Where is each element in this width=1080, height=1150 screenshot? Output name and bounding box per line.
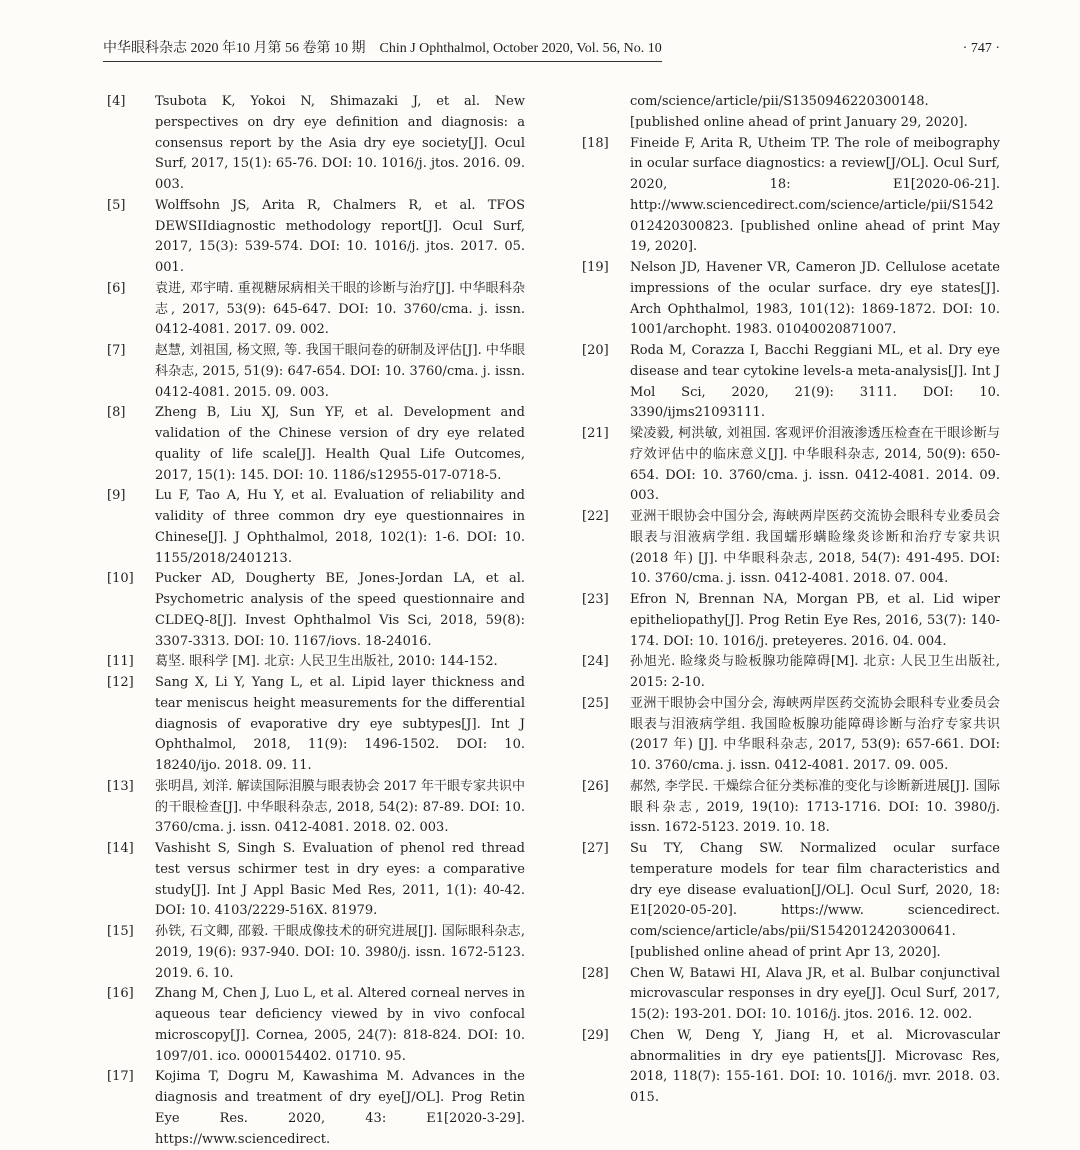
reference-item (582, 590, 1000, 652)
reference-number: [12] (107, 675, 134, 690)
journal-title-en: Chin J Ophthalmol, October 2020, Vol. 56, No. 10 (379, 41, 662, 56)
reference-text: Lu F, Tao A, Hu Y, et al. Evaluation of reliability and validity of three common dry eye questionnaires in Chinese[J]. J Ophthalmol, 2018, 102(1): 1-6. DOI: 10. 1155/2018/2401213. (155, 488, 525, 566)
reference-item (582, 92, 1000, 134)
reference-text: Nelson JD, Havener VR, Cameron JD. Cellulose acetate impressions of the ocular surface. dry eye states[J]. Arch Ophthalmol, 1983, 101(12): 1869-1872. DOI: 10. 1001/archopht. 1983. 01040020871007. (630, 260, 1000, 338)
reference-text: 梁凌毅, 柯洪敏, 刘祖国. 客观评价泪液渗透压检查在干眼诊断与疗效评估中的临床意义[J]. 中华眼科杂志, 2014, 50(9): 650-654. DOI: 10. 3760/cma. j. issn. 0412-4081. 2014. 09. 003. (630, 426, 1000, 504)
reference-number: [29] (582, 1027, 609, 1043)
reference-text: Pucker AD, Dougherty BE, Jones-Jordan LA, et al. Psychometric analysis of the speed questionnaire and CLDEQ-8[J]. Invest Ophthalmol Vis Sci, 2018, 59(8): 3307-3313. DOI: 10. 1167/iovs. 18-24016. (155, 571, 525, 649)
reference-number: [17] (107, 1069, 134, 1085)
reference-number: [7] (107, 343, 126, 358)
reference-item (582, 964, 1000, 1026)
reference-number: [22] (582, 509, 609, 524)
reference-text: 孙铁, 石文卿, 邵毅. 干眼成像技术的研究进展[J]. 国际眼科杂志, 2019, 19(6): 937-940. DOI: 10. 3980/j. issn. 1672-5123. 2019. 6. 10. (155, 924, 525, 981)
journal-title-cn: 中华眼科杂志 2020 年10 月第 56 卷第 10 期 (103, 41, 366, 56)
reference-number: [24] (582, 654, 609, 670)
reference-text: 孙旭光. 睑缘炎与睑板腺功能障碍[M]. 北京: 人民卫生出版社, 2015: 2-10. (630, 654, 1000, 690)
reference-number: [14] (107, 841, 134, 856)
reference-text: 张明昌, 刘洋. 解读国际泪膜与眼表协会 2017 年干眼专家共识中的干眼检查[J]. 中华眼科杂志, 2018, 54(2): 87-89. DOI: 10. 3760/cma. j. issn. 0412-4081. 2018. 02. 003. (155, 778, 525, 836)
reference-text: Zhang M, Chen J, Luo L, et al. Altered corneal nerves in aqueous tear deficiency viewed by in vivo confocal microscopy[J]. Cornea, 2005, 24(7): 818-824. DOI: 10. 1097/01. ico. 0000154402. 01710. 95. (155, 986, 525, 1064)
reference-item (107, 92, 525, 196)
reference-text: Sang X, Li Y, Yang L, et al. Lipid layer thickness and tear meniscus height measurements for the differential diagnosis of evaporative dry eye subtypes[J]. Int J Ophthalmol, 2018, 11(9): 1496-1502. DOI: 10. 18240/ijo. 2018. 09. 11. (155, 675, 525, 773)
reference-text: 郝然, 李学民. 干燥综合征分类标准的变化与诊断新进展[J]. 国际眼科杂志, 2019, 19(10): 1713-1716. DOI: 10. 3980/j. issn. 1672-5123. 2019. 10. 18. (630, 778, 1000, 836)
reference-text: Roda M, Corazza I, Bacchi Reggiani ML, et al. Dry eye disease and tear cytokine levels-a meta-analysis[J]. Int J Mol Sci, 2020, 21(9): 3111. DOI: 10. 3390/ijms21093111. (630, 343, 1000, 421)
reference-number: [9] (107, 488, 126, 504)
reference-item (582, 1026, 1000, 1109)
reference-item (582, 839, 1000, 964)
reference-text: Efron N, Brennan NA, Morgan PB, et al. Lid wiper epitheliopathy[J]. Prog Retin Eye Res, 2016, 53(7): 140-174. DOI: 10. 1016/j. preteyeres. 2016. 04. 004. (630, 592, 1000, 649)
reference-text: Kojima T, Dogru M, Kawashima M. Advances in the diagnosis and treatment of dry eye[J/OL]. Prog Retin Eye Res. 2020, 43: E1[2020-3-29]. https://www.sciencedirect. (155, 1069, 525, 1147)
reference-item (107, 777, 525, 839)
reference-text: Fineide F, Arita R, Utheim TP. The role of meibography in ocular surface diagnostics: a review[J/OL]. Ocul Surf, 2020, 18: E1[2020-06-21]. http://www.sciencedirect.com/science/article/pii/S1542012420300823. [published online ahead of print May 19, 2020]. (630, 135, 1000, 255)
reference-number: [8] (107, 405, 126, 421)
reference-text: 亚洲干眼协会中国分会, 海峡两岸医药交流协会眼科专业委员会眼表与泪液病学组. 我国蠕形螨睑缘炎诊断和治疗专家共识(2018 年) [J]. 中华眼科杂志, 2018, 54(7): 491-495. DOI: 10. 3760/cma. j. issn. 0412-4081. 2018. 07. 004. (630, 509, 1000, 587)
reference-text: Vashisht S, Singh S. Evaluation of phenol red thread test versus schirmer test in dry eyes: a comparative study[J]. Int J Appl Basic Med Res, 2011, 1(1): 40-42. DOI: 10. 4103/2229-516X. 81979. (155, 841, 525, 919)
reference-item (107, 1067, 525, 1150)
reference-text: 亚洲干眼协会中国分会, 海峡两岸医药交流协会眼科专业委员会眼表与泪液病学组. 我国睑板腺功能障碍诊断与治疗专家共识(2017 年) [J]. 中华眼科杂志, 2017, 53(9): 657-661. DOI: 10. 3760/cma. j. issn. 0412-4081. 2017. 09. 005. (630, 695, 1000, 773)
reference-item (107, 569, 525, 652)
reference-item (107, 922, 525, 984)
reference-text: Tsubota K, Yokoi N, Shimazaki J, et al. New perspectives on dry eye definition and diagnosis: a consensus report by the Asia dry eye society[J]. Ocul Surf, 2017, 15(1): 65-76. DOI: 10. 1016/j. jtos. 2016. 09. 003. (155, 94, 525, 192)
reference-text: 赵慧, 刘祖国, 杨文照, 等. 我国干眼问卷的研制及评估[J]. 中华眼科杂志, 2015, 51(9): 647-654. DOI: 10. 3760/cma. j. issn. 0412-4081. 2015. 09. 003. (155, 343, 525, 400)
reference-item (582, 134, 1000, 259)
reference-number: [4] (107, 94, 126, 109)
reference-item (582, 341, 1000, 424)
running-header (103, 38, 1000, 60)
reference-number: [19] (582, 260, 609, 275)
reference-item (582, 694, 1000, 777)
reference-text: 袁进, 邓宇晴. 重视糖尿病相关干眼的诊断与治疗[J]. 中华眼科杂志, 2017, 53(9): 645-647. DOI: 10. 3760/cma. j. issn. 0412-4081. 2017. 09. 002. (155, 280, 525, 338)
reference-text: Chen W, Deng Y, Jiang H, et al. Microvascular abnormalities in dry eye patients[J]. Microvasc Res, 2018, 118(7): 155-161. DOI: 10. 1016/j. mvr. 2018. 03. 015. (630, 1027, 1000, 1105)
reference-item (582, 777, 1000, 839)
reference-item (107, 839, 525, 922)
reference-number: [13] (107, 778, 134, 794)
reference-item (107, 984, 525, 1067)
reference-number: [28] (582, 965, 609, 981)
reference-item (582, 507, 1000, 590)
reference-item (107, 652, 525, 673)
reference-number: [23] (582, 592, 609, 607)
reference-column-left (107, 92, 525, 1150)
reference-number: [21] (582, 426, 609, 441)
reference-number: [11] (107, 654, 134, 670)
reference-number: [16] (107, 986, 134, 1002)
reference-number: [10] (107, 571, 134, 587)
reference-number: [15] (107, 924, 134, 939)
reference-number: [5] (107, 197, 126, 213)
reference-column-right (582, 92, 1000, 1109)
reference-item (107, 486, 525, 569)
reference-number: [18] (582, 135, 609, 151)
reference-item (582, 258, 1000, 341)
reference-number: [26] (582, 778, 609, 794)
reference-number: [25] (582, 695, 609, 711)
reference-text: Chen W, Batawi HI, Alava JR, et al. Bulbar conjunctival microvascular responses in dry eye[J]. Ocul Surf, 2017, 15(2): 193-201. DOI: 10. 1016/j. jtos. 2016. 12. 002. (630, 965, 1000, 1022)
reference-item (107, 279, 525, 341)
reference-text: 葛坚. 眼科学 [M]. 北京: 人民卫生出版社, 2010: 144-152. (155, 654, 498, 670)
reference-item (107, 403, 525, 486)
reference-item (582, 424, 1000, 507)
reference-number: [6] (107, 280, 126, 296)
reference-number: [27] (582, 841, 609, 856)
reference-item (107, 196, 525, 279)
reference-text: Zheng B, Liu XJ, Sun YF, et al. Development and validation of the Chinese version of dry eye related quality of life scale[J]. Health Qual Life Outcomes, 2017, 15(1): 145. DOI: 10. 1186/s12955-017-0718-5. (155, 405, 525, 483)
reference-item (582, 652, 1000, 694)
reference-item (107, 341, 525, 403)
reference-text: Wolffsohn JS, Arita R, Chalmers R, et al. TFOS DEWSIIdiagnostic methodology report[J]. Ocul Surf, 2017, 15(3): 539-574. DOI: 10. 1016/j. jtos. 2017. 05. 001. (155, 197, 525, 275)
reference-text: com/science/article/pii/S1350946220300148. [published online ahead of print January 29, 2020]. (630, 94, 968, 130)
journal-citation (103, 38, 662, 62)
reference-text: Su TY, Chang SW. Normalized ocular surface temperature models for tear film characteristics and dry eye disease evaluation[J/OL]. Ocul Surf, 2020, 18: E1[2020-05-20]. https://www. sciencedirect. com/science/article/abs/pii/S1542012420300641. [published online ahead of print Apr 13, 2020]. (630, 841, 1000, 960)
reference-number: [20] (582, 343, 609, 358)
reference-item (107, 673, 525, 777)
page-number: · 747 · (962, 41, 1000, 56)
